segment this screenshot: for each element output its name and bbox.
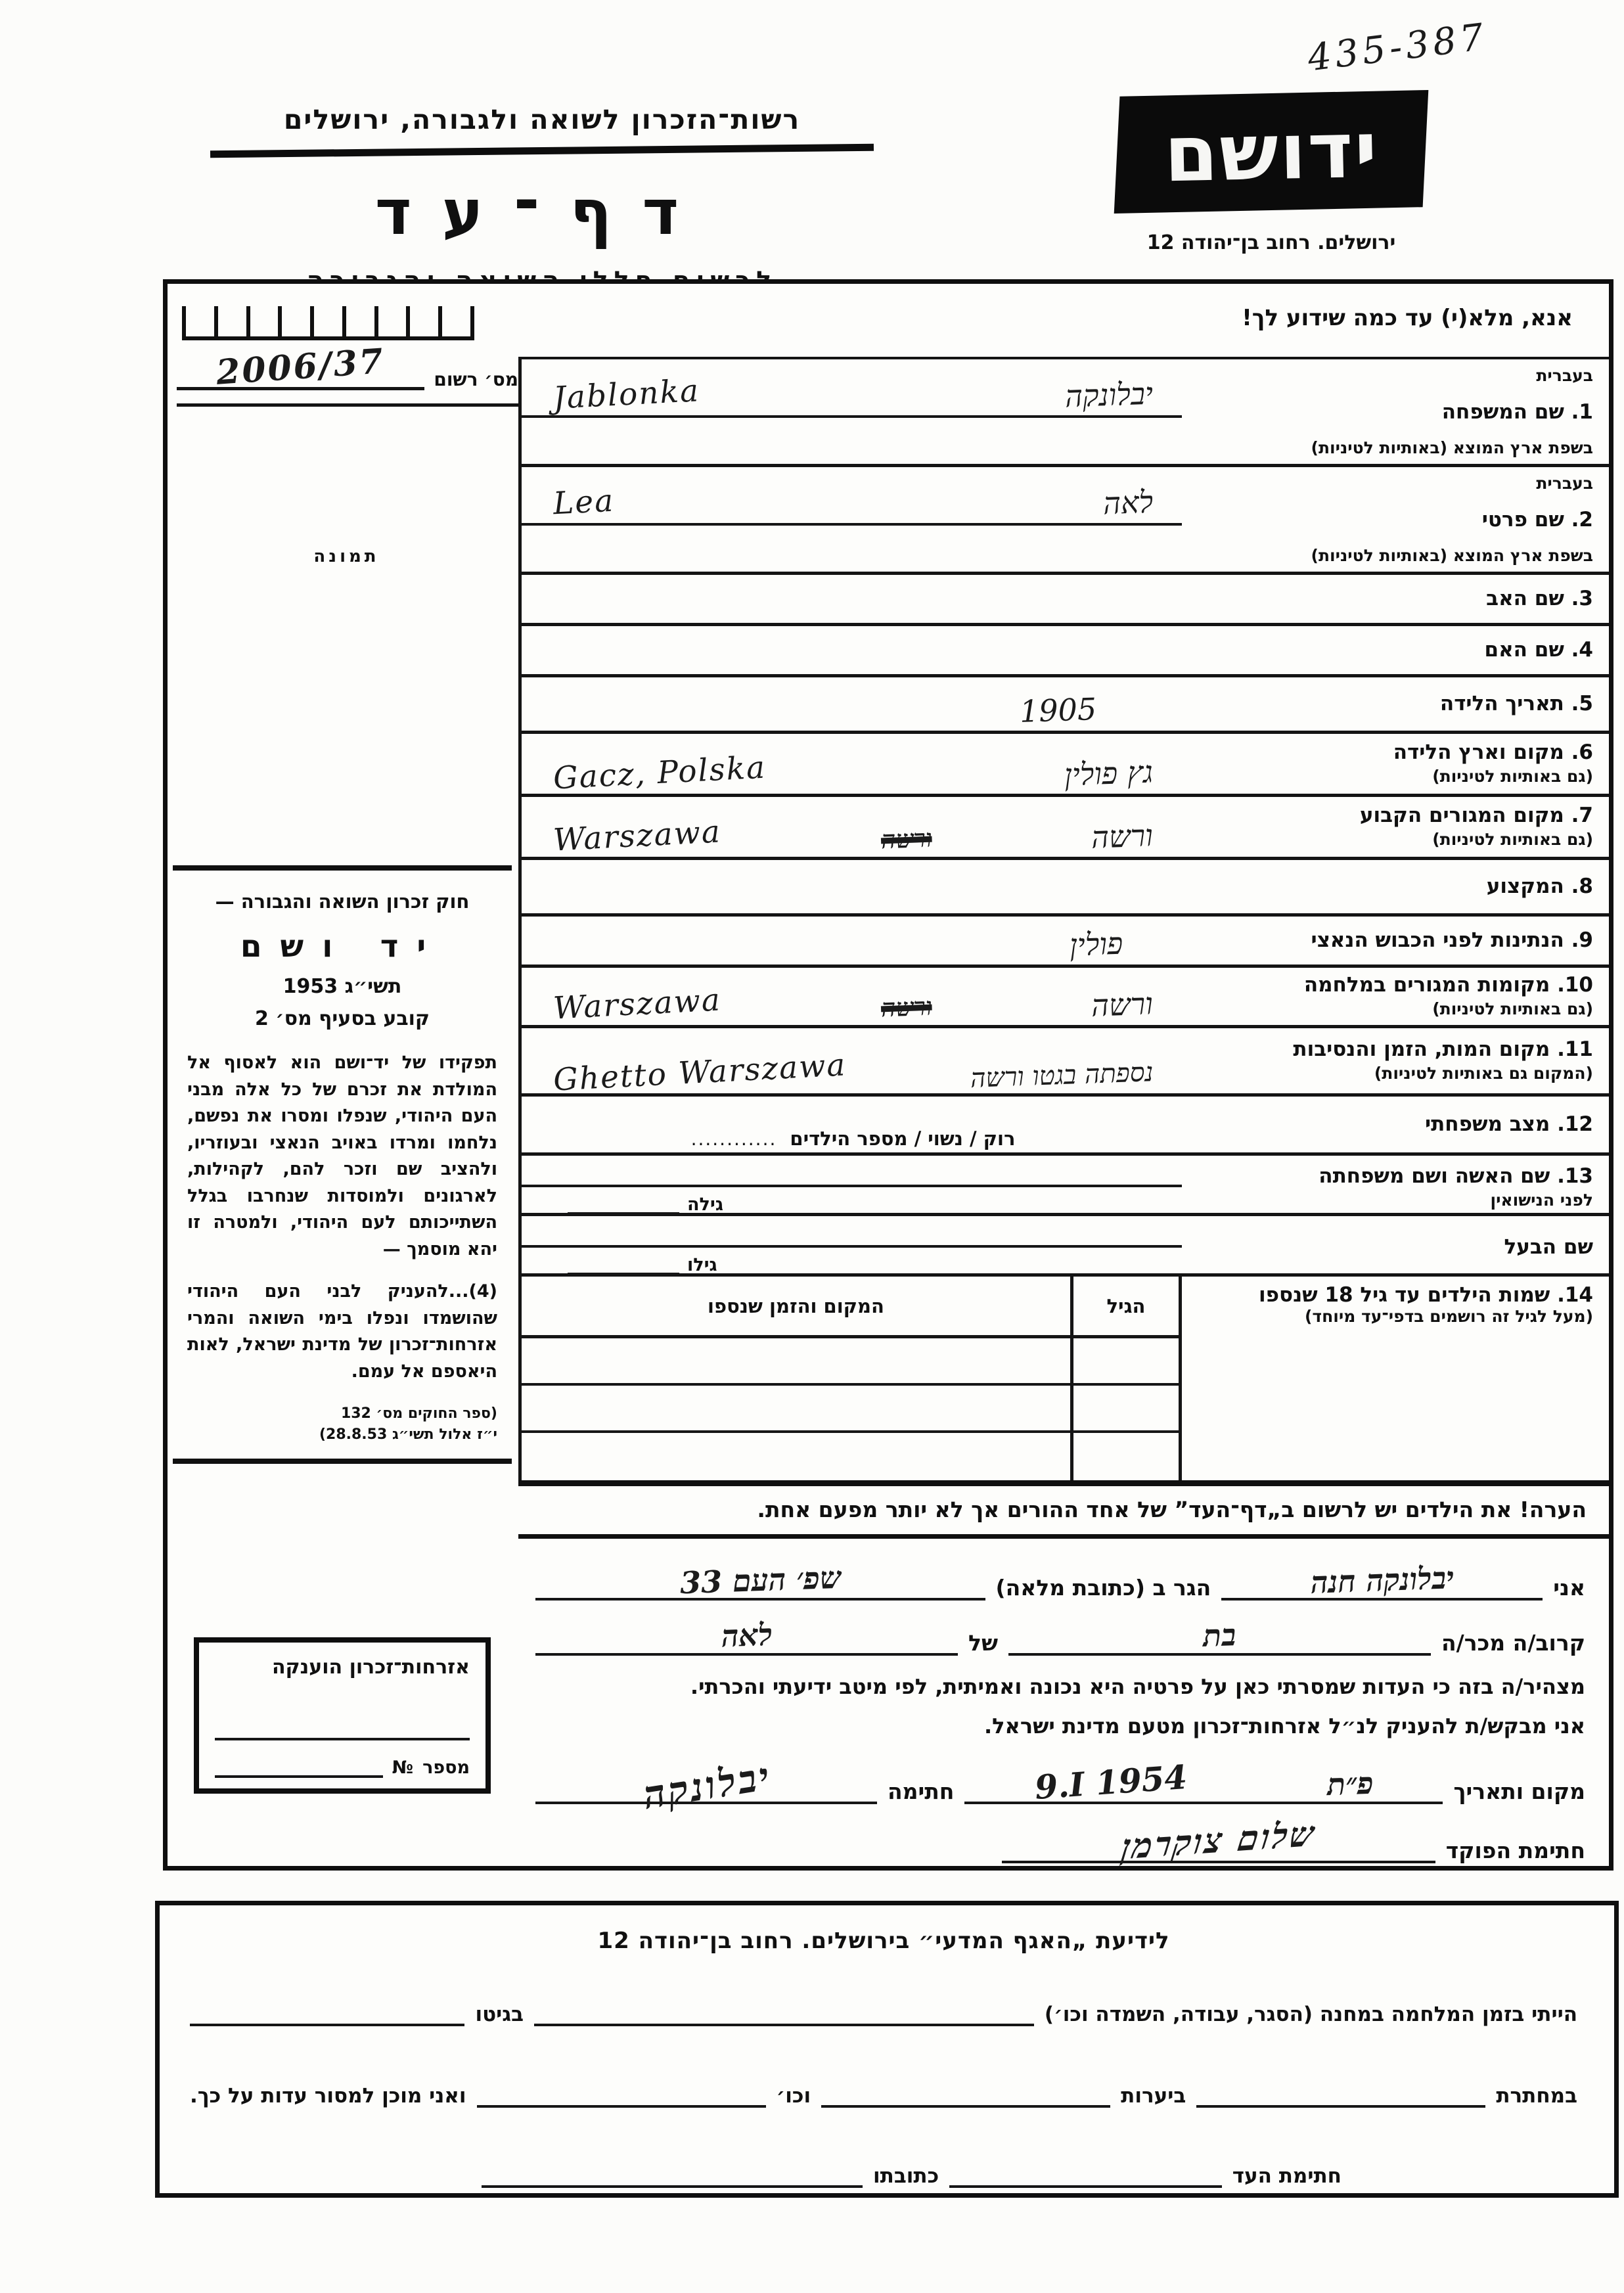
age-line — [568, 1273, 679, 1275]
comb-tick — [278, 306, 282, 336]
handwritten-hebrew: גץ פולין — [1064, 754, 1154, 793]
field-label — [1182, 467, 1609, 572]
field-sub-label: (גם באותיות לטיניות) — [1432, 999, 1593, 1018]
stamp-blank-line — [215, 1738, 470, 1740]
field-row-marital-status — [522, 1097, 1609, 1156]
address-line — [535, 1559, 985, 1601]
age-line — [568, 1212, 679, 1215]
writing-line-blank — [522, 583, 1182, 623]
place-date-line — [964, 1757, 1443, 1807]
stamp-title: אזרחות־זכרון הוענקה — [271, 1656, 470, 1679]
handwritten-address: שפ׳ העם 33 — [679, 1559, 842, 1601]
ready-to-testify-text: ואני מוכן למסור עדות על כך. — [190, 2084, 466, 2108]
forests-label: ביערות — [1121, 2084, 1186, 2108]
field-number: 6. — [1571, 740, 1593, 764]
place-date-label: מקום ותאריך — [1453, 1779, 1585, 1804]
registration-number-label: מס׳ רשום — [434, 369, 518, 390]
field-title: מקום המות, הזמן והנסיבות — [1293, 1037, 1550, 1061]
field-row-profession — [522, 860, 1609, 917]
of-line — [535, 1618, 958, 1656]
table-cell-age — [1070, 1338, 1182, 1386]
stamp-number-sign: № — [392, 1758, 414, 1778]
writing-line — [522, 1047, 1182, 1099]
field-row-first-name — [522, 467, 1609, 575]
field-number: 10. — [1557, 973, 1593, 997]
dotted-line: ............ — [690, 1128, 777, 1150]
handwritten-crossed-out: ורשה — [880, 823, 933, 855]
form-title: דף־עד — [374, 177, 710, 249]
witness-address-line — [482, 2185, 863, 2188]
camp-blank-line — [534, 2024, 1034, 2026]
memorial-citizenship-stamp-box — [194, 1637, 491, 1794]
yad-vashem-logo-text: ידושם — [1163, 104, 1380, 200]
field-number: 5. — [1571, 691, 1593, 715]
writing-line-blank — [522, 1216, 1182, 1248]
handwritten-place: פ״ת — [1326, 1765, 1374, 1803]
field-title: שם פרטי — [1481, 507, 1564, 532]
clerk-signature-line — [1002, 1813, 1435, 1868]
numbered-fields — [518, 359, 1609, 1480]
handwritten-latin: Gacz, Polska — [552, 749, 767, 797]
law-clause-text: (4)...להעניק לבני העם היהודי שהושמדו ונפלו בימי השואה והמרי אזרחות־זכרון של מדינת ישראל, לאות היאספם אל עמם. — [187, 1281, 497, 1382]
etc-label: וכו׳ — [776, 2084, 811, 2108]
writing-line-blank — [522, 1156, 1182, 1187]
handwritten-relation: בת — [1202, 1617, 1237, 1654]
field-title: שם האם — [1484, 637, 1564, 662]
field-lang-hebrew: בעברית — [1536, 366, 1593, 385]
field-number: 8. — [1571, 874, 1593, 898]
field-row-father-name — [522, 575, 1609, 626]
declarant-name-line — [1221, 1562, 1543, 1601]
field-number: 13. — [1557, 1164, 1593, 1188]
field-number: 9. — [1571, 928, 1593, 952]
field-lang-origin: בשפת ארץ המוצא (באותיות לטיניות) — [1311, 546, 1593, 565]
table-cell-place — [522, 1338, 1070, 1386]
handwritten-hebrew: נספתה בגטו ורשה — [969, 1057, 1154, 1094]
writing-line-blank — [522, 418, 1182, 464]
field-number: 14. — [1557, 1283, 1593, 1307]
law-footnote — [187, 1403, 497, 1445]
field-row-family-name — [522, 359, 1609, 467]
age-sub-row — [522, 1187, 1182, 1219]
stamp-number-line — [215, 1775, 383, 1778]
writing-line — [522, 925, 1182, 965]
stamp-number-row — [215, 1758, 470, 1778]
writing-line — [522, 373, 1182, 418]
writing-line — [522, 1113, 1182, 1152]
law-body-text: תפקידו של יד־ושם הוא לאסוף אל המולדת את זכרם של כל אלה מבני העם היהודי, שנפלו ומסרו את נפשם, נלחמו ומרדו באויב הנאצי ובעוזריו, ולהציב שם וזכר להם, לקהילות, לארגונים ולמוסדות שנחרבו בגלל השתייכותם לעם היהודי, ולמטרה זו יהא מוסמך — — [187, 1053, 497, 1260]
handwritten-clerk-signature: שלום צוקרמן — [1118, 1813, 1319, 1868]
comb-tick — [182, 306, 186, 336]
handwritten-birth-year: 1905 — [1019, 691, 1097, 730]
writing-line — [522, 691, 1182, 731]
witness-signature-line — [949, 2185, 1222, 2188]
law-footnote-line1: (ספר החוקים מס׳ 132 — [340, 1405, 497, 1422]
table-cell-age — [1070, 1386, 1182, 1433]
field-label — [1182, 359, 1609, 464]
column-header-place: המקום והזמן שנספו — [522, 1277, 1070, 1338]
handwritten-declarant-name: יבלונקה חנה — [1309, 1560, 1455, 1601]
field-number: 3. — [1571, 586, 1593, 610]
relation-line — [1008, 1618, 1431, 1656]
ghetto-label: בגיטו — [475, 2003, 524, 2026]
field-title: מקום וארץ הלידה — [1393, 740, 1564, 764]
forests-blank-line — [821, 2105, 1110, 2108]
fill-instruction: אנא, מלא(י) עד כמה שידוע לך! — [518, 284, 1609, 359]
writing-line-blank — [522, 635, 1182, 674]
field-number: 11. — [1557, 1037, 1593, 1061]
underground-label: במחתרת — [1496, 2084, 1577, 2108]
field-row-citizenship — [522, 917, 1609, 968]
note-line: הערה! את הילדים יש לרשום ב„דף־העד” של אחד ההורים אך לא יותר מפעם אחת. — [518, 1480, 1609, 1539]
clerk-signature-label: חתימת הפוקד — [1445, 1838, 1585, 1863]
field-number: 4. — [1571, 637, 1593, 662]
comb-tick — [310, 306, 314, 336]
handwritten-hebrew: ורשה — [1091, 817, 1154, 855]
logo-address: ירושלים. רחוב בן־יהודה 12 — [1146, 231, 1396, 254]
etc-blank-line — [477, 2105, 766, 2108]
registration-number-row — [177, 341, 518, 393]
handwritten-latin: Lea — [552, 482, 616, 522]
field-sub-label: (המקום גם באותיות לטיניות) — [1374, 1064, 1593, 1083]
field-title: מצב משפחתי — [1424, 1112, 1550, 1136]
field-number: 1. — [1571, 399, 1593, 424]
writing-line-blank — [522, 526, 1182, 572]
field-title: המקצוע — [1486, 874, 1564, 898]
of-label: של — [968, 1630, 998, 1656]
comb-tick — [246, 306, 250, 336]
comb-tick — [342, 306, 346, 336]
field-row-permanent-residence — [522, 797, 1609, 860]
law-section: קובע בסעיף מס׳ 2 — [254, 1007, 430, 1030]
underground-forests-row — [190, 2084, 1577, 2108]
handwritten-latin: Warszawa — [552, 982, 723, 1027]
writing-line — [522, 749, 1182, 797]
law-sidebar — [173, 865, 512, 1464]
field-row-birth-date — [522, 677, 1609, 734]
form-fields-column — [518, 284, 1609, 1868]
field-row-husband-name — [522, 1216, 1609, 1277]
field-number: 7. — [1571, 804, 1593, 827]
field-number: 12. — [1557, 1112, 1593, 1136]
field-sub-label: לפני הנישואין — [1490, 1190, 1593, 1210]
main-form-box — [163, 279, 1613, 1871]
declaration-section — [518, 1539, 1609, 1868]
handwritten-signature: יבלונקה — [640, 1753, 775, 1818]
field-title: שמות הילדים עד גיל 18 שנספו — [1259, 1283, 1550, 1307]
yad-vashem-logo — [1114, 90, 1429, 214]
comb-tick — [374, 306, 378, 336]
comb-tick — [438, 306, 442, 336]
field-title: מקומות המגורים במלחמה — [1303, 973, 1550, 997]
field-number: 2. — [1571, 507, 1593, 532]
comb-tick — [214, 306, 218, 336]
writing-line — [522, 982, 1182, 1027]
table-cell-age — [1070, 1433, 1182, 1480]
her-age-label: גילה — [687, 1194, 723, 1215]
field-row-birth-place — [522, 734, 1609, 797]
table-cell-place — [522, 1433, 1070, 1480]
law-name: יד ושם — [240, 928, 445, 965]
field-entry — [522, 467, 1182, 572]
stamp-number-label: מספר — [422, 1758, 470, 1778]
field-title: שם המשפחה — [1441, 399, 1564, 424]
handwritten-file-number: 435-387 — [1305, 15, 1490, 80]
field-title: הנתינות לפני הכבוש הנאצי — [1311, 928, 1564, 952]
handwritten-victim-name: לאה — [720, 1616, 773, 1654]
age-sub-row — [522, 1248, 1182, 1279]
i-label: אני — [1553, 1575, 1585, 1601]
handwritten-latin: Warszawa — [552, 813, 723, 859]
field-title: שם האב — [1486, 586, 1564, 610]
signature-line — [535, 1753, 877, 1818]
field-row-wife-name — [522, 1156, 1609, 1216]
authority-underline — [210, 144, 874, 158]
handwritten-latin: Ghetto Warszawa — [552, 1047, 847, 1099]
underground-blank-line — [1196, 2105, 1485, 2108]
registration-number-line — [177, 341, 424, 393]
field-lang-origin: בשפת ארץ המוצא (באותיות לטיניות) — [1311, 438, 1593, 457]
children-table — [522, 1277, 1609, 1480]
law-footnote-line2: י״ז אלול תשי״ג 28.8.53) — [319, 1426, 497, 1443]
citizenship-request: אני מבקש/ת להעניק לנ״ל אזרחות־זכרון מטעם מדינת ישראל. — [984, 1714, 1585, 1738]
field-title: תאריך הלידה — [1439, 691, 1564, 715]
law-intro: חוק זכרון השואה והגבורה — — [215, 890, 470, 913]
relation-label: קרוב/ה מכר/ה — [1441, 1630, 1585, 1656]
marital-options-text: רוק / נשוי / מספר הילדים — [790, 1127, 1016, 1150]
field-title: שם האשה ושם משפחתה — [1319, 1164, 1550, 1188]
registration-number-value: 2006/37 — [215, 341, 387, 393]
column-header-age: הגיל — [1070, 1277, 1182, 1338]
field-sub-label: (גם באותיות לטיניות) — [1432, 830, 1593, 849]
declarant-row — [535, 1543, 1585, 1601]
registration-blank-line — [177, 403, 518, 407]
handwritten-latin: Jablonka — [552, 373, 701, 417]
signature-label: חתימה — [888, 1779, 955, 1804]
his-age-label: גילו — [687, 1255, 717, 1275]
camp-ghetto-row — [190, 2003, 1577, 2026]
clerk-signature-row — [535, 1804, 1585, 1868]
witness-signature-label: חתימת העד — [1232, 2164, 1342, 2188]
handwritten-hebrew: לאה — [1102, 484, 1154, 522]
writing-line-blank — [522, 874, 1182, 913]
writing-line — [522, 813, 1182, 859]
scientific-branch-heading: לידיעת „האגף המדעי״ בירושלים. רחוב בן־יהודה 12 — [597, 1928, 1170, 1954]
perforation-comb — [182, 289, 474, 340]
field-entry — [522, 359, 1182, 464]
field-title: מקום המגורים הקבוע — [1359, 804, 1564, 827]
witness-signature-row — [482, 2164, 1342, 2188]
scientific-branch-box — [155, 1901, 1619, 2198]
comb-tick — [406, 306, 410, 336]
field-lang-hebrew: בעברית — [1536, 474, 1593, 493]
field-title: שם הבעל — [1504, 1235, 1593, 1259]
declaration-statement: מצהיר/ה בזה כי העדות שמסרתי כאן על פרטיה היא נכונה ואמיתית, לפי מיטב ידיעתי והכרתי. — [690, 1674, 1585, 1699]
stamp-blank-line-wrap — [215, 1679, 470, 1740]
camp-label: הייתי בזמן המלחמה במחנה (הסגר, עבודה, השמדה וכו׳) — [1044, 2003, 1577, 2026]
handwritten-hebrew: יבלונקה — [1064, 375, 1154, 415]
place-date-signature-row — [535, 1738, 1585, 1818]
handwritten-hebrew: ורשה — [1091, 986, 1154, 1024]
table-cell-place — [522, 1386, 1070, 1433]
relation-row — [535, 1601, 1585, 1656]
address-label: הגר ב (כתובת מלאה) — [995, 1575, 1211, 1601]
law-year: תשי״ג 1953 — [282, 975, 402, 998]
children-field-label — [1182, 1277, 1609, 1480]
comb-tick — [470, 306, 474, 336]
authority-title: רשות־הזכרון לשואה ולגבורה, ירושלים — [283, 104, 801, 135]
field-row-wartime-residence — [522, 968, 1609, 1028]
writing-line — [522, 484, 1182, 526]
field-sub-label: (מעל לגיל זה רושמים בדפי־עד מיוחד) — [1304, 1307, 1593, 1326]
field-row-mother-name — [522, 626, 1609, 677]
ghetto-blank-line — [190, 2024, 464, 2026]
form-header — [204, 104, 880, 295]
handwritten-date: 9.I 1954 — [1033, 1757, 1188, 1807]
field-row-place-of-death — [522, 1028, 1609, 1097]
photo-label: תמונה — [313, 547, 380, 566]
field-sub-label: (גם באותיות לטיניות) — [1432, 767, 1593, 786]
handwritten-hebrew: פולין — [1068, 925, 1123, 963]
witness-address-label: כתובתו — [873, 2164, 939, 2188]
handwritten-crossed-out: ורשה — [880, 991, 933, 1023]
